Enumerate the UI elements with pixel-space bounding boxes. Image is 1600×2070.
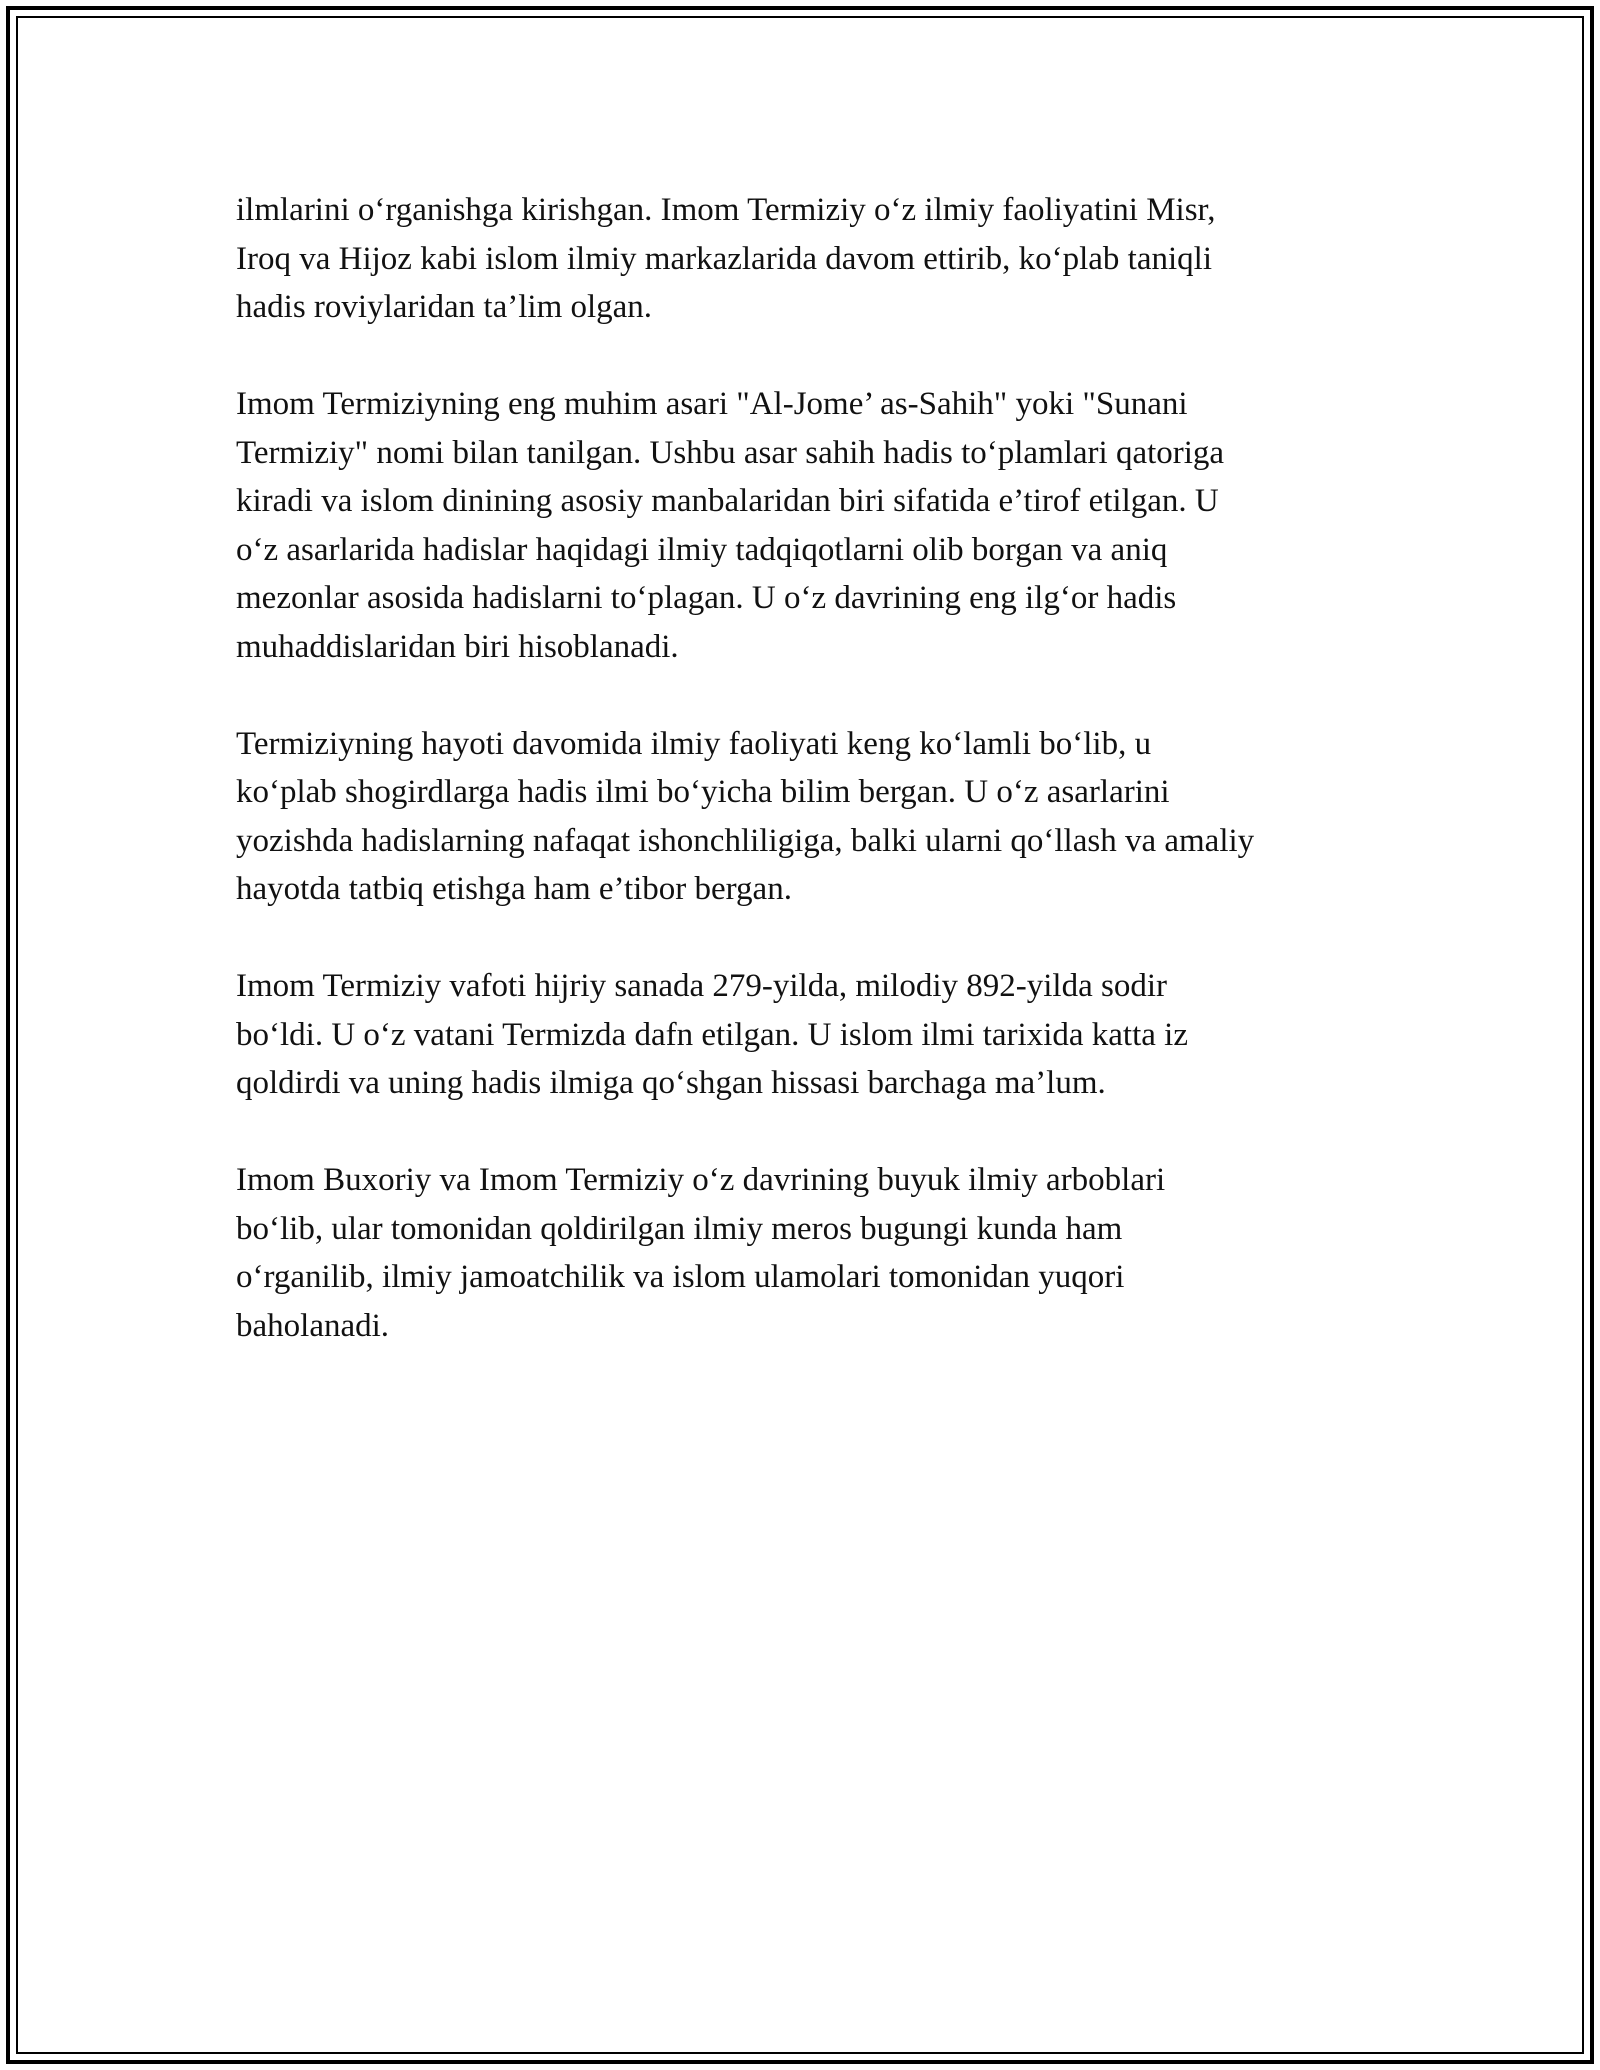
text-line: qoldirdi va uning hadis ilmiga qo‘shgan hissasi barchaga ma’lum. <box>236 1065 1106 1101</box>
paragraph-1 <box>236 186 1386 332</box>
text-line: Imom Buxoriy va Imom Termiziy o‘z davrining buyuk ilmiy arboblari <box>236 1162 1166 1198</box>
text-line: Termiziy" nomi bilan tanilgan. Ushbu asar sahih hadis to‘plamlari qatoriga <box>236 434 1225 471</box>
paragraph-2 <box>236 380 1386 671</box>
text-line: o‘rganilib, ilmiy jamoatchilik va islom ulamolari tomonidan yuqori <box>236 1259 1125 1295</box>
text-line: bo‘lib, ular tomonidan qoldirilgan ilmiy meros bugungi kunda ham <box>236 1210 1123 1247</box>
text-line: hadis roviylaridan ta’lim olgan. <box>236 289 653 325</box>
paragraph-5 <box>236 1156 1386 1350</box>
text-line: yozishda hadislarning nafaqat ishonchliligiga, balki ularni qo‘llash va amaliy <box>236 822 1255 859</box>
text-line: o‘z asarlarida hadislar haqidagi ilmiy tadqiqotlarni olib borgan va aniq <box>236 531 1168 568</box>
text-line: ko‘plab shogirdlarga hadis ilmi bo‘yicha bilim bergan. U o‘z asarlarini <box>236 774 1170 810</box>
text-line: mezonlar asosida hadislarni to‘plagan. U o‘z davrining eng ilg‘or hadis <box>236 580 1177 616</box>
paragraph-4 <box>236 962 1386 1108</box>
text-line: Iroq va Hijoz kabi islom ilmiy markazlarida davom ettirib, ko‘plab taniqli <box>236 240 1212 277</box>
text-line: bo‘ldi. U o‘z vatani Termizda dafn etilgan. U islom ilmi tarixida katta iz <box>236 1016 1188 1053</box>
text-line: Termiziyning hayoti davomida ilmiy faoliyati keng ko‘lamli bo‘lib, u <box>236 725 1152 762</box>
document-body <box>236 186 1386 1399</box>
text-line: baholanadi. <box>236 1307 390 1344</box>
text-line: muhaddislaridan biri hisoblanadi. <box>236 628 679 665</box>
text-line: hayotda tatbiq etishga ham e’tibor bergan. <box>236 871 792 907</box>
text-line: kiradi va islom dinining asosiy manbalaridan biri sifatida e’tirof etilgan. U <box>236 483 1219 519</box>
text-line: Imom Termiziy vafoti hijriy sanada 279-yilda, milodiy 892-yilda sodir <box>236 968 1167 1004</box>
text-line: ilmlarini o‘rganishga kirishgan. Imom Termiziy o‘z ilmiy faoliyatini Misr, <box>236 192 1216 228</box>
text-line: Imom Termiziyning eng muhim asari "Al-Jome’ as-Sahih" yoki "Sunani <box>236 386 1188 422</box>
paragraph-3 <box>236 720 1386 914</box>
